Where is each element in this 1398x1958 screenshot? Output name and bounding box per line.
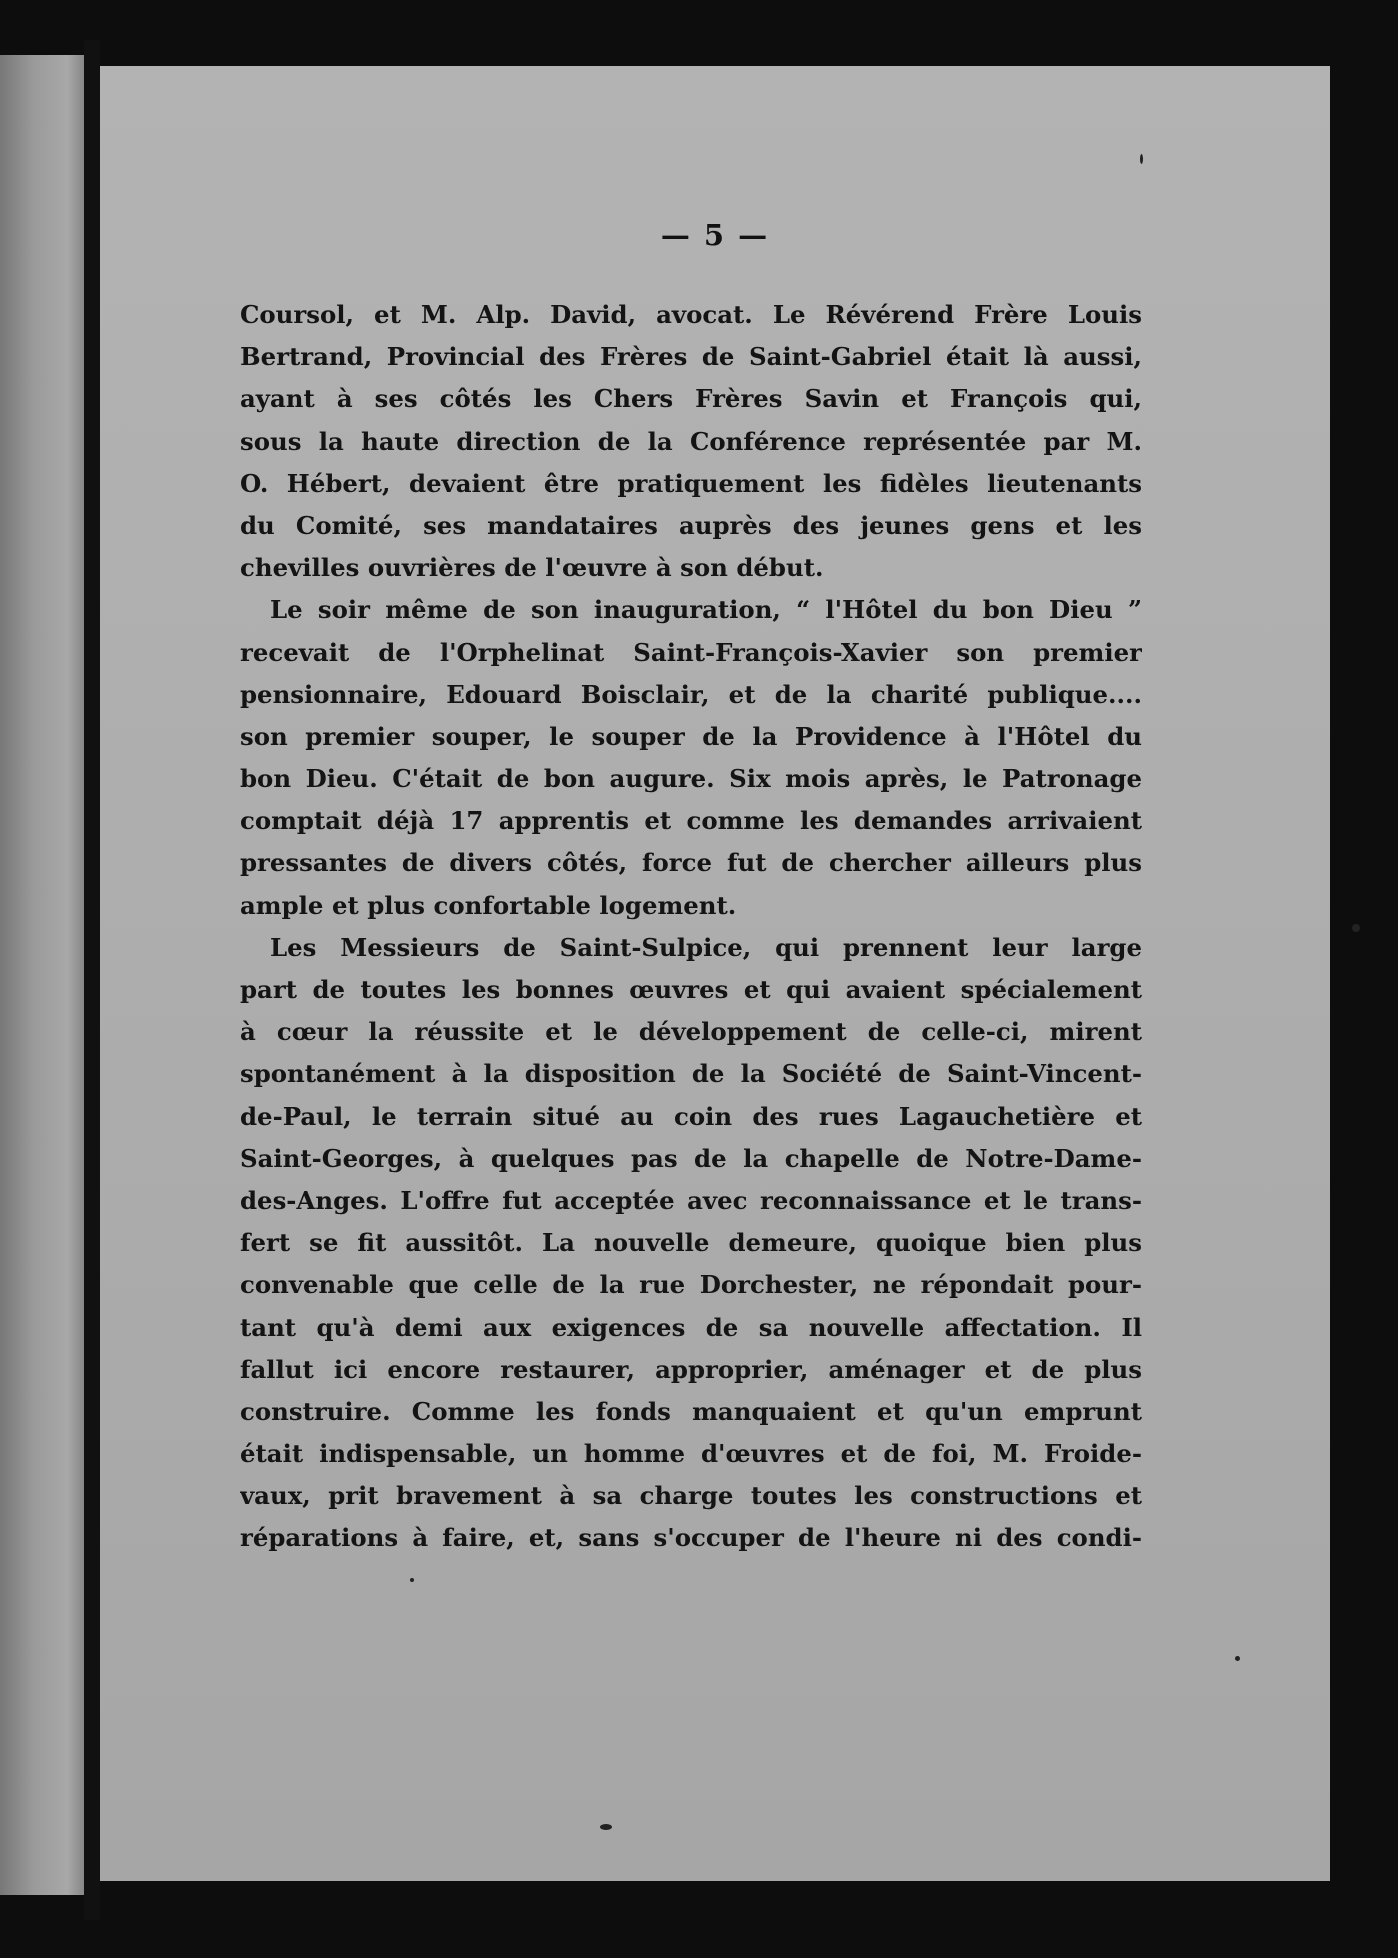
text-line: pressantes de divers côtés, force fut de chercher ailleurs plus [240, 848, 1142, 878]
scan-speck [1235, 1656, 1240, 1661]
text-line: Saint-Georges, à quelques pas de la chapelle de Notre-Dame- [240, 1143, 1142, 1173]
text-line: recevait de l'Orphelinat Saint-François-Xavier son premier [240, 637, 1142, 667]
text-line: tant qu'à demi aux exigences de sa nouvelle affectation. Il [240, 1312, 1142, 1342]
scan-speck [1140, 154, 1143, 164]
body-text [240, 294, 1142, 1560]
text-line: ayant à ses côtés les Chers Frères Savin et François qui, [240, 384, 1142, 414]
text-line: construire. Comme les fonds manquaient et qu'un emprunt [240, 1396, 1142, 1426]
text-line: fert se fit aussitôt. La nouvelle demeure, quoique bien plus [240, 1228, 1142, 1258]
paragraph [240, 294, 1142, 589]
text-line: spontanément à la disposition de la Société de Saint-Vincent- [240, 1059, 1142, 1089]
text-line: de-Paul, le terrain situé au coin des rues Lagauchetière et [240, 1101, 1142, 1131]
book-page [100, 66, 1330, 1881]
text-line: réparations à faire, et, sans s'occuper de l'heure ni des condi- [240, 1523, 1142, 1553]
text-line: des-Anges. L'offre fut acceptée avec reconnaissance et le trans- [240, 1185, 1142, 1215]
text-line: part de toutes les bonnes œuvres et qui avaient spécialement [240, 975, 1142, 1004]
text-line: convenable que celle de la rue Dorchester, ne répondait pour- [240, 1270, 1142, 1300]
text-line: pensionnaire, Edouard Boisclair, et de la charité publique.... [240, 679, 1142, 709]
text-line: Coursol, et M. Alp. David, avocat. Le Révérend Frère Louis [240, 300, 1142, 329]
facing-page-edge [0, 55, 84, 1895]
text-line: vaux, prit bravement à sa charge toutes les constructions et [240, 1481, 1142, 1511]
text-line: à cœur la réussite et le développement de celle-ci, mirent [240, 1017, 1142, 1047]
text-line: du Comité, ses mandataires auprès des jeunes gens et les [240, 510, 1142, 540]
text-line: était indispensable, un homme d'œuvres et de foi, M. Froide- [240, 1439, 1142, 1469]
text-line: chevilles ouvrières de l'œuvre à son début. [240, 553, 824, 583]
text-line: O. Hébert, devaient être pratiquement les fidèles lieutenants [240, 468, 1142, 498]
text-line: Le soir même de son inauguration, “ l'Hôtel du bon Dieu ” [270, 595, 1142, 625]
scan-speck [600, 1824, 612, 1830]
scan-speck [410, 1578, 414, 1582]
book-gutter [84, 40, 100, 1920]
text-line: fallut ici encore restaurer, approprier, aménager et de plus [240, 1354, 1142, 1384]
text-line: Les Messieurs de Saint-Sulpice, qui prennent leur large [270, 932, 1142, 962]
text-line: sous la haute direction de la Conférence représentée par M. [240, 426, 1142, 456]
text-line: comptait déjà 17 apprentis et comme les demandes arrivaient [240, 806, 1142, 836]
text-line: bon Dieu. C'était de bon augure. Six mois après, le Patronage [240, 764, 1142, 794]
paragraph [240, 589, 1142, 927]
paragraph [240, 927, 1142, 1560]
text-line: Bertrand, Provincial des Frères de Saint-Gabriel était là aussi, [240, 342, 1142, 372]
text-line: son premier souper, le souper de la Providence à l'Hôtel du [240, 721, 1142, 751]
page-number: — 5 — [660, 218, 770, 252]
scan-speck [1352, 924, 1360, 932]
text-line: ample et plus confortable logement. [240, 890, 737, 920]
